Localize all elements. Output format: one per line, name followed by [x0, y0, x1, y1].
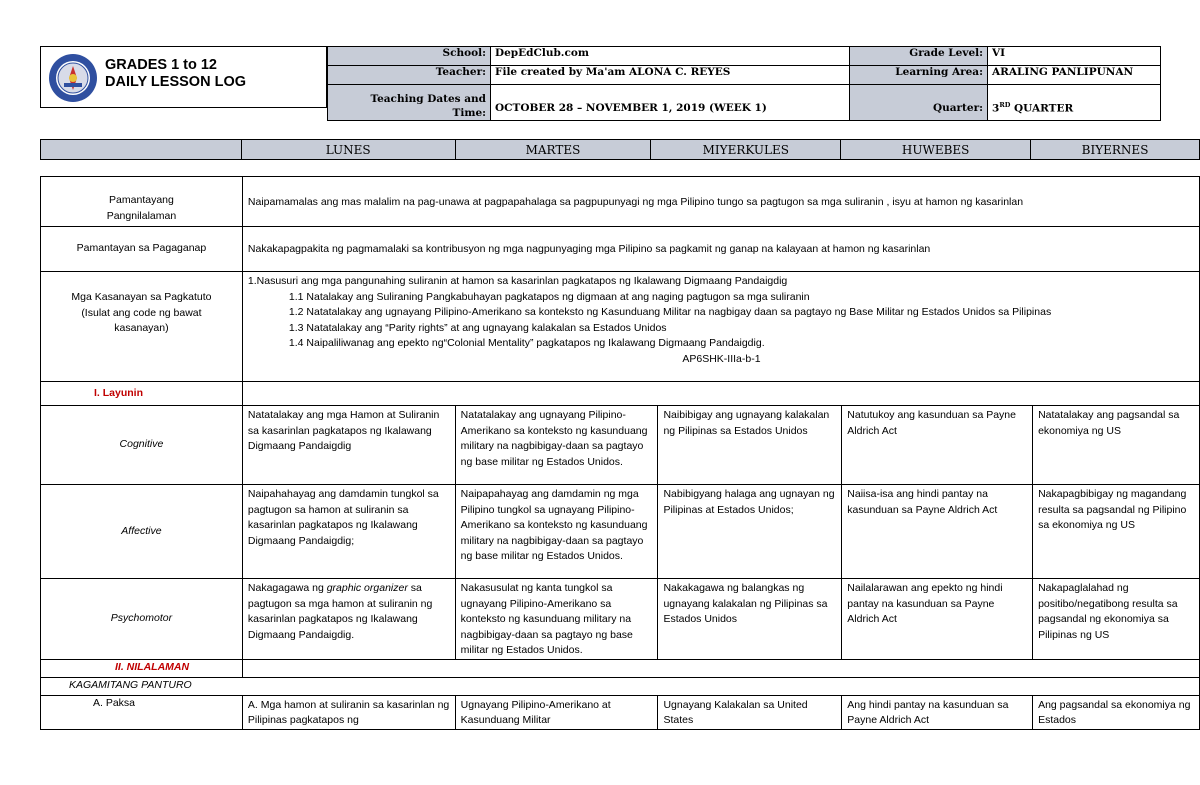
- day-lunes: LUNES: [241, 140, 455, 160]
- nilalaman-blank: [242, 659, 1199, 677]
- quarter-label: Quarter:: [850, 85, 988, 121]
- weekday-blank: [41, 140, 242, 160]
- lesson-log-table: [40, 176, 1200, 730]
- day-martes: MARTES: [455, 140, 651, 160]
- teacher-label: Teacher:: [328, 66, 491, 85]
- teacher-value: File created by Ma'am ALONA C. REYES: [491, 66, 850, 85]
- pamantayan-pagganap-text: Nakakapagpakita ng pagmamalaki sa kontribusyon ng mga nagpunyaging mga Pilipino sa pagkamit ng ganap na kalayaan at hamon ng kasarinlan: [242, 227, 1199, 272]
- competency-code: AP6SHK-IIIa-b-1: [682, 352, 761, 365]
- cognitive-martes: Natatalakay ang ugnayang Pilipino-Amerikano sa konteksto ng kasunduang military na nagbibigay-daan sa pagtayo ng base militar ng Estados Unidos.: [455, 406, 658, 485]
- layunin-label: I. Layunin: [41, 382, 243, 406]
- dates-label: Teaching Dates and Time:: [328, 85, 491, 121]
- psychomotor-martes: Nakasusulat ng kanta tungkol sa ugnayang Pilipino-Amerikano sa konteksto ng kasunduang military na nagbibigay-daan sa pagtayo ng base militar ng Estados Unidos.: [455, 579, 658, 660]
- weekday-header: [40, 139, 1200, 160]
- objective-1-1: 1.1 Natalakay ang Suliraning Pangkabuhayan pagkatapos ng digmaan at ang naging pagtugon sa mga suliranin: [288, 290, 810, 303]
- affective-martes: Naipapahayag ang damdamin ng mga Pilipino tungkol sa ugnayang Pilipino-Amerikano sa konteksto ng kasunduang military na nagbibigay-daan sa pagtayo ng base militar ng Estados Unidos.: [455, 485, 658, 579]
- day-huwebes: HUWEBES: [841, 140, 1031, 160]
- school-value: DepEdClub.com: [491, 47, 850, 66]
- learning-area-label: Learning Area:: [850, 66, 988, 85]
- table-row: [41, 485, 1200, 579]
- paksa-huwebes: Ang hindi pantay na kasunduan sa Payne Aldrich Act: [842, 695, 1033, 729]
- cognitive-lunes: Natatalakay ang mga Hamon at Suliranin sa kasarinlan pagkatapos ng Ikalawang Digmaang Pandaigdig: [242, 406, 455, 485]
- table-row: [41, 177, 1200, 227]
- psychomotor-miyerkules: Nakakagawa ng balangkas ng ugnayang kalakalan ng Pilipinas sa Estados Unidos: [658, 579, 842, 660]
- affective-biyernes: Nakapagbibigay ng magandang resulta sa pagsandal ng Pilipino sa ekonomiya ng US: [1033, 485, 1200, 579]
- paksa-biyernes: Ang pagsandal sa ekonomiya ng Estados: [1033, 695, 1200, 729]
- cognitive-miyerkules: Naibibigay ang ugnayang kalakalan ng Pilipinas sa Estados Unidos: [658, 406, 842, 485]
- day-miyerkules: MIYERKULES: [651, 140, 841, 160]
- table-row: [41, 695, 1200, 729]
- pamantayang-pangnilalaman-text: Naipamamalas ang mas malalim na pag-unawa at pagpapahalaga sa pagpupunyagi ng mga Pilipino tungo sa pagtugon sa mga suliranin , isyu at hamon ng kasarinlan: [242, 177, 1199, 227]
- paksa-martes: Ugnayang Pilipino-Amerikano at Kasunduang Militar: [455, 695, 658, 729]
- kasanayan-label: Mga Kasanayan sa Pagkatuto (Isulat ang code ng bawat kasanayan): [41, 272, 243, 382]
- quarter-value: 3RD QUARTER: [988, 85, 1161, 121]
- table-row: [41, 406, 1200, 485]
- header-title-box: [40, 46, 327, 108]
- affective-huwebes: Naiisa-isa ang hindi pantay na kasunduan sa Payne Aldrich Act: [842, 485, 1033, 579]
- cognitive-biyernes: Natatalakay ang pagsandal sa ekonomiya ng US: [1033, 406, 1200, 485]
- objective-1-4: 1.4 Naipaliliwanag ang epekto ng“Colonial Mentality” pagkatapos ng Ikalawang Digmaang Pandaigdig.: [288, 337, 765, 349]
- paksa-label: A. Paksa: [41, 695, 243, 729]
- deped-seal-icon: [48, 53, 98, 103]
- table-row: [41, 659, 1200, 677]
- grade-level-label: Grade Level:: [850, 47, 988, 66]
- nilalaman-label: II. NILALAMAN: [41, 659, 243, 677]
- affective-label: Affective: [41, 485, 243, 579]
- table-row: [41, 227, 1200, 272]
- table-row: [41, 579, 1200, 660]
- paksa-miyerkules: Ugnayang Kalakalan sa United States: [658, 695, 842, 729]
- table-row: [41, 677, 1200, 695]
- learning-area-value: ARALING PANLIPUNAN: [988, 66, 1161, 85]
- kagamitan-label: KAGAMITANG PANTURO: [41, 677, 1200, 695]
- psychomotor-lunes: Nakagagawa ng graphic organizer sa pagtugon sa mga hamon at suliranin ng kasarinlan pagkatapos ng Ikalawang Digmaang Pandaigdig.: [242, 579, 455, 660]
- affective-miyerkules: Nabibigyang halaga ang ugnayan ng Pilipinas at Estados Unidos;: [658, 485, 842, 579]
- grade-level-value: VI: [988, 47, 1161, 66]
- school-label: School:: [328, 47, 491, 66]
- document-title: GRADES 1 to 12 DAILY LESSON LOG: [105, 57, 246, 90]
- objective-main: 1.Nasusuri ang mga pangunahing suliranin at hamon sa kasarinlan pagkatapos ng Ikalawang Digmaang Pandaigdig: [247, 275, 788, 287]
- paksa-lunes: A. Mga hamon at suliranin sa kasarinlan ng Pilipinas pagkatapos ng: [242, 695, 455, 729]
- day-biyernes: BIYERNES: [1031, 140, 1200, 160]
- psychomotor-label: Psychomotor: [41, 579, 243, 660]
- pamantayan-pagganap-label: Pamantayan sa Pagaganap: [41, 227, 243, 272]
- layunin-blank: [242, 382, 1199, 406]
- psychomotor-huwebes: Nailalarawan ang epekto ng hindi pantay na kasunduan sa Payne Aldrich Act: [842, 579, 1033, 660]
- affective-lunes: Naipahahayag ang damdamin tungkol sa pagtugon sa hamon at suliranin sa kasarinlan pagkatapos ng Ikalawang Digmaang Pandaigdig;: [242, 485, 455, 579]
- table-row: [41, 382, 1200, 406]
- header-info-table: [327, 46, 1161, 121]
- cognitive-label: Cognitive: [41, 406, 243, 485]
- cognitive-huwebes: Natutukoy ang kasunduan sa Payne Aldrich Act: [842, 406, 1033, 485]
- objective-1-2: 1.2 Natatalakay ang ugnayang Pilipino-Amerikano sa konteksto ng Kasunduang Militar na nagbigay daan sa pagtayo ng Base Militar ng Estados Unidos sa Pilipinas: [288, 306, 1052, 318]
- psychomotor-biyernes: Nakapaglalahad ng positibo/negatibong resulta sa pagsandal ng ekonomiya sa Pilipinas ng US: [1033, 579, 1200, 660]
- kasanayan-objectives: [242, 272, 1199, 382]
- table-row: [41, 272, 1200, 382]
- pamantayang-pangnilalaman-label: Pamantayang Pangnilalaman: [41, 177, 243, 227]
- dates-value: OCTOBER 28 – NOVEMBER 1, 2019 (WEEK 1): [491, 85, 850, 121]
- objective-1-3: 1.3 Natatalakay ang “Parity rights” at ang ugnayang kalakalan sa Estados Unidos: [288, 321, 667, 334]
